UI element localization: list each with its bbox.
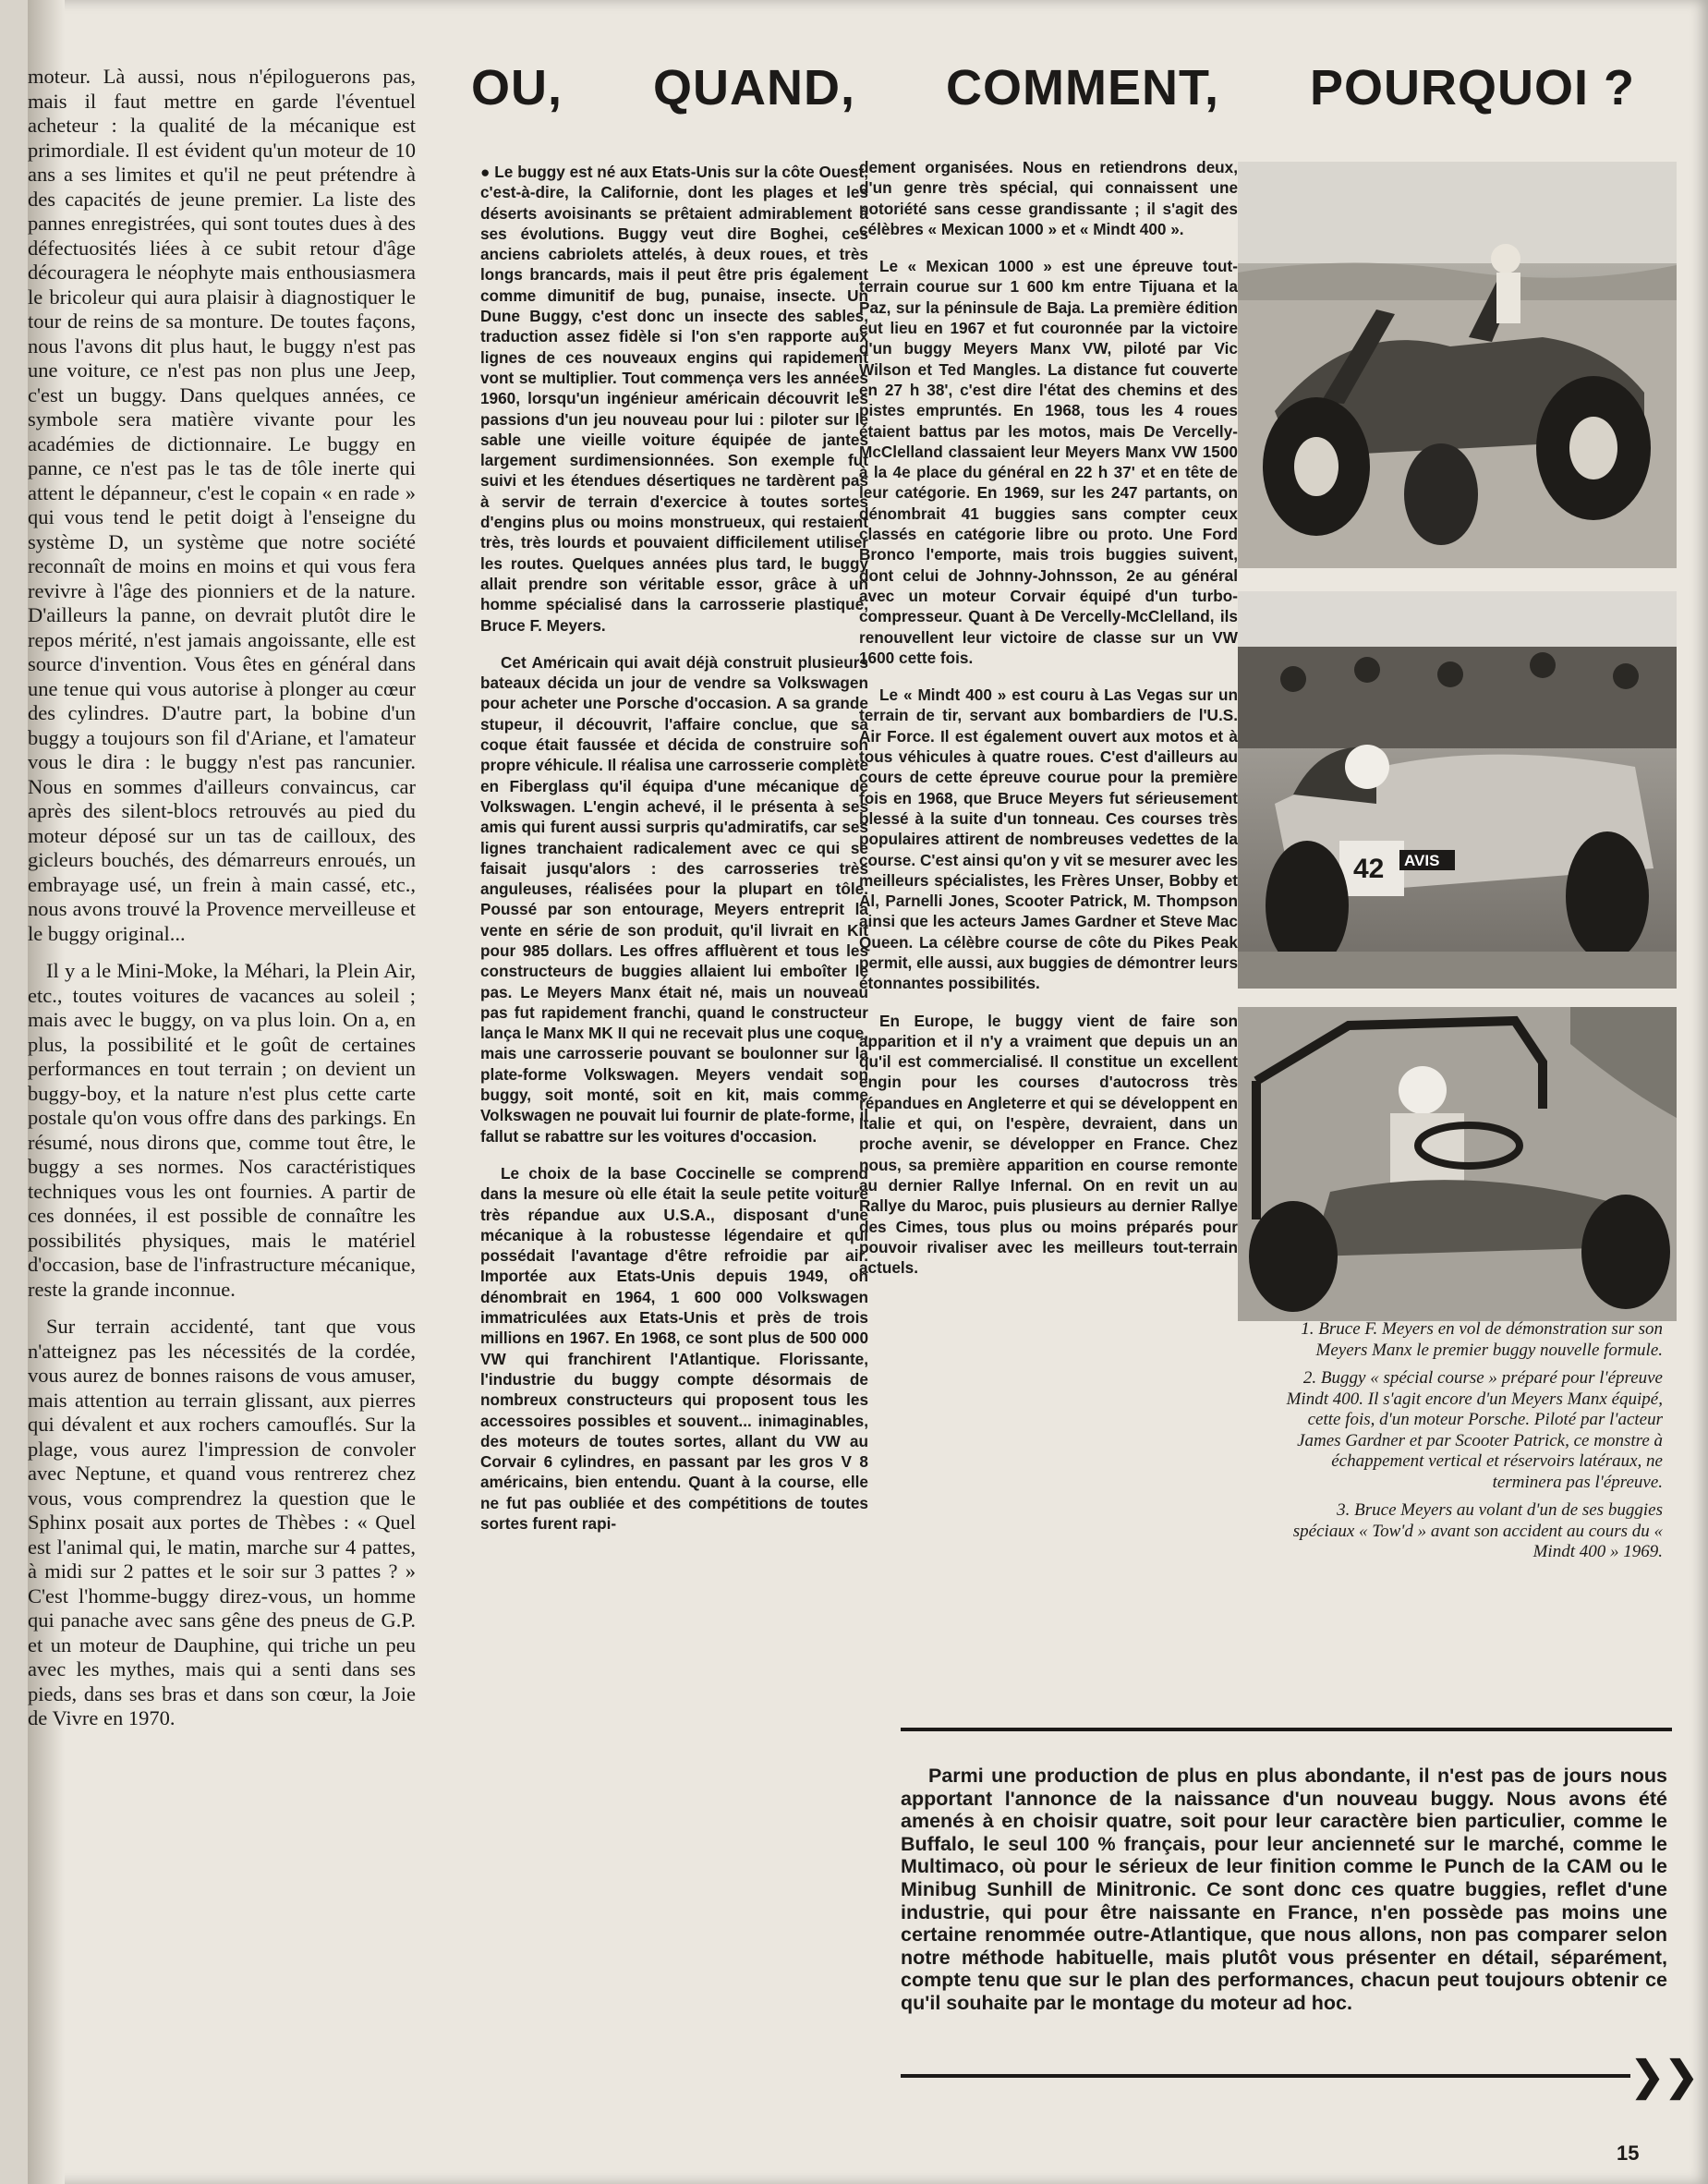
intro-box bbox=[901, 1765, 1667, 2015]
continue-arrow-icon: ❯❯ bbox=[1630, 2054, 1699, 2099]
paragraph: dement organisées. Nous en retiendrons deux, d'un genre très spécial, qui connaissent une notoriété sans cesse grandissante ; il s'agit des célèbres « Mexican 1000 » et « Mindt 400 ». bbox=[859, 158, 1238, 238]
paragraph: ● Le buggy est né aux Etats-Unis sur la côte Ouest, c'est-à-dire, la Californie, dont les plages et les déserts avoisinants se prêtaient admirablement à ses évolutions. Buggy veut dire Boghei, ces anciens cabriolets attelés, à deux roues, et très longs brancards, mais il peut être pris également comme dimunitif de bug, punaise, insecte. Un Dune Buggy, c'est donc un insecte des sables, traduction assez fidèle si l'on s'en rapporte aux lignes de ces nouveaux engins qui rapidement vont se multiplier. Tout commença vers les années 1960, lorsqu'un ingénieur américain découvrit les passions d'un jeu nouveau pour lui : piloter sur le sable une vieille voiture équipée de jantes largement surdimensionnées. Son exemple fut suivi et les étendues désertiques ne tardèrent pas à servir de terrain d'exercice à toutes sortes d'engins plus ou moins monstrueux, qui restaient très, très lourds et pouvaient difficilement utiliser les routes. Quelques années plus tard, le buggy allait prendre son véritable essor, grâce à un homme spécialisé dans la carrosserie plastique, Bruce F. Meyers. bbox=[480, 163, 868, 635]
photo-buggy-jump bbox=[1238, 162, 1677, 568]
sponsor-sign: AVIS bbox=[1404, 852, 1440, 869]
headline bbox=[471, 55, 1635, 120]
paragraph: Cet Américain qui avait déjà construit plusieurs bateaux décida un jour de vendre sa Volkswagen pour acheter une Porsche d'occasion. A sa grande stupeur, il découvrit, l'affaire conclue, que sa coque était faussée et décida de construire son propre véhicule. Il réalisa une carrosserie complète en Fiberglass qu'il équipa d'une mécanique de Volkswagen. L'engin achevé, il le présenta à ses amis qui furent aussi surpris qu'admiratifs, car ses lignes tranchaient radicalement avec ce qui se faisait jusqu'alors : des carrosseries très anguleuses, réalisées pour la plupart en tôle. Poussé par son entourage, Meyers entreprit la vente en série de son produit, qu'il livrait en Kit pour 985 dollars. Les offres affluèrent et tous les constructeurs de buggies allaient lui emboîter le pas. Le Meyers Manx était né, mais un nouveau pas fut rapidement franchi, quand le constructeur lança le Manx MK II qui ne recevait plus une coque, mais une carrosserie pouvant se boulonner sur la plate-forme Volkswagen. Meyers vendait son buggy, soit monté, soit en kit, mais comme Volkswagen ne pouvait lui fournir de plate-forme, il fallut se rabattre sur les voitures d'occasion. bbox=[480, 652, 868, 1146]
caption: 2. Buggy « spécial course » préparé pour l'épreuve Mindt 400. Il s'agit encore d'un Meyers Manx équipé, cette fois, d'un moteur Porsche. Piloté par l'acteur James Gardner et par Scooter Patrick, ce monstre à échappement vertical et réservoirs latéraux, ne terminera pas l'épreuve. bbox=[1286, 1368, 1663, 1492]
photo-race-buggy bbox=[1238, 591, 1677, 989]
column-right bbox=[859, 157, 1238, 1700]
column-middle bbox=[480, 162, 868, 2074]
caption: 1. Bruce F. Meyers en vol de démonstration sur son Meyers Manx le premier buggy nouvelle formule. bbox=[1301, 1319, 1663, 1360]
paragraph: Le « Mexican 1000 » est une épreuve tout-terrain courue sur 1 600 km entre Tijuana et la Paz, sur la péninsule de Baja. La première édition eut lieu en 1967 et fut couronnée par la victoire d'un buggy Meyers Manx VW, piloté par Vic Wilson et Ted Mangles. La distance fut couverte en 27 h 38', c'est dire l'état des chemins et des pistes empruntés. En 1968, tous les 4 roues étaient battus par les motos, mais De Vercelly-McClelland classaient leur Meyers Manx VW 1500 à la 4e place du général en 22 h 37' et en tête de leur catégorie. En 1969, sur les 247 partants, on dénombrait 41 buggies sans compter ceux classés en catégorie libre ou proto. Une Ford Bronco l'emporte, mais trois buggies suivent, dont celui de Johnny-Johnsson, 2e au général avec un moteur Corvair équipé d'un turbo-compresseur. Quant à De Vercelly-McClelland, ils renouvellent leur victoire de classe sur un VW 1600 cette fois. bbox=[859, 257, 1238, 667]
paragraph: En Europe, le buggy vient de faire son apparition et il n'y a vraiment que depuis un an qu'il est commercialisé. Il constitue un excellent engin pour les courses d'autocross très répandues en Angleterre et qui se développent en Italie et qui, on l'espère, devraient, dans un proche avenir, se développer en France. Chez nous, sa première apparition en course remonte au dernier Rallye Infernal. On en revit un au Rallye du Maroc, puis plusieurs au dernier Rallye des Cimes, tous plus ou moins préparés pour pouvoir rivaliser avec les meilleurs tout-terrain actuels. bbox=[859, 1011, 1238, 1278]
headline-word: QUAND, bbox=[653, 60, 855, 115]
paragraph: Sur terrain accidenté, tant que vous n'atteignez pas les nécessités de la cordée, vous aurez de bonnes raisons de vous amuser, mais attention au terrain glissant, aux pierres qui dévalent et aux rochers camouflés. Sur la plage, vous aurez l'impression de convoler avec Neptune, et quand vous rentrerez chez vous, vous comprendrez la question que le Sphinx posait aux portes de Thèbes : « Quel est l'animal qui, le matin, marche sur 4 pattes, à midi sur 2 pattes et le soir sur 3 pattes ? » C'est l'homme-buggy direz-vous, un homme qui panache avec sans gêne des pneus de G.P. et un moteur de Dauphine, qui triche un peu avec les mythes, mais qui a senti dans ses pieds, dans ses bras et dans son cœur, la Joie de Vivre en 1970. bbox=[28, 1315, 416, 1729]
page-number: 15 bbox=[1617, 2142, 1640, 2165]
intro-top-rule bbox=[901, 1728, 1672, 1731]
headline-word: POURQUOI ? bbox=[1309, 60, 1635, 115]
photo-captions bbox=[1284, 1319, 1663, 1571]
paragraph: moteur. Là aussi, nous n'épiloguerons pas, mais il faut mettre en garde l'éventuel acheteur : la qualité de la mécanique est primordiale. Il est évident qu'un moteur de 10 ans a ses limites et qu'il ne peut prétendre à des capacités de jeune premier. La liste des pannes enregistrées, qui sont toutes dues à des défectuosités liées à ce subit retour d'âge découragera le néophyte mais enthousiasmera le bricoleur qui aura plaisir à diagnostiquer le tour de reins de sa monture. De toutes façons, nous l'avons dit plus haut, le buggy n'est pas une voiture, ce n'est pas non plus une Jeep, c'est un buggy. Dans quelques années, ce symbole sera matière vivante pour les académies de dictionnaire. Le buggy en panne, ce n'est pas le tas de tôle inerte qui attent le dépanneur, c'est le copain « en rade » qui vous tend le petit doigt à l'enseigne du système D, un système que notre société reconnaît de moins en moins et qui vous fera revivre à l'âge des pionniers et de la nature. D'ailleurs la panne, on devrait plutôt dire le repos mérité, n'est jamais angoissante, elle est source d'invention. Vous êtes en général dans une tenue qui vous autorise à plonger au cœur des cylindres. D'autre part, la bobine d'un buggy a toujours son fil d'Ariane, et l'amateur vous le dira : le buggy n'est pas rancunier. Nous en sommes d'ailleurs convaincus, car après des silent-blocs retrouvés au pied du moteur déposé sur un tas de cailloux, des gicleurs bouchés, des démarreurs enroués, un embrayage usé, un frein à main cassé, etc., nous avons trouvé la Provence merveilleuse et le buggy original... bbox=[28, 65, 416, 945]
paragraph: Il y a le Mini-Moke, la Méhari, la Plein Air, etc., toutes voitures de vacances au soleil ; mais avec le buggy, on va plus loin. On a, en plus, la possibilité et le goût de certaines performances en tout terrain ; on devient un buggy-boy, et la nature n'est plus cette carte postale qu'on vous offre dans des parkings. En résumé, nous dirons que, comme tout être, le buggy a ses normes. Nos caractéristiques techniques vous les ont fournies. A partir de ces données, il est possible de connaître les possibilités physiques, mais le matériel d'occasion, base de l'infrastructure mécanique, reste la grande inconnue. bbox=[28, 959, 416, 1301]
race-number: 42 bbox=[1353, 854, 1385, 884]
paragraph: Le choix de la base Coccinelle se comprend dans la mesure où elle était la seule petite voiture très répandue aux U.S.A., disposant d'une mécanique à la robustesse légendaire et qui possédait l'avantage d'être refroidie par air. Importée aux Etats-Unis depuis 1949, on dénombrait en 1964, 1 600 000 Volkswagen immatriculées aux Etats-Unis et près de trois millions en 1967. En 1968, ce sont plus de 500 000 VW qui franchirent l'Atlantique. Florissante, l'industrie du buggy compte désormais de nombreux constructeurs qui proposent tous les accessoires possibles et souvent... inimaginables, des moteurs de toutes sortes, allant du VW au Corvair 6 cylindres, en passant par les gros V 8 américains, bien entendu. Quant à la course, elle ne fut pas oubliée et des compétitions de toutes sortes furent rapi- bbox=[480, 1163, 868, 1533]
intro-bottom-rule bbox=[901, 2074, 1630, 2078]
headline-word: COMMENT, bbox=[945, 60, 1219, 115]
photo-driver bbox=[1238, 1007, 1677, 1321]
caption: 3. Bruce Meyers au volant d'un de ses buggies spéciaux « Tow'd » avant son accident au cours du « Mindt 400 » 1969. bbox=[1292, 1500, 1663, 1561]
intro-text: Parmi une production de plus en plus abondante, il n'est pas de jours nous apportant l'annonce de la naissance d'un nouveau buggy. Nous avons été amenés à en choisir quatre, soit pour leur caractère bien particulier, comme le Buffalo, le seul 100 % français, pour leur ancienneté sur le marché, comme le Multimaco, où pour le sérieux de leur finition comme le Punch de la CAM ou le Minibug Sunhill de Minitronic. Ce sont donc ces quatre buggies, reflet d'une industrie, qui pour être naissante en France, n'en possède pas moins une certaine renommée outre-Atlantique, que nous allons, non pas comparer selon notre méthode habituelle, mais plutôt vous présenter en détail, séparément, compte tenu que sur le plan des performances, chacun peut toujours obtenir ce qu'il souhaite par le montage du moteur ad hoc. bbox=[901, 1765, 1667, 2014]
paragraph: Le « Mindt 400 » est couru à Las Vegas sur un terrain de tir, servant aux bombardiers de l'U.S. Air Force. Il est également ouvert aux motos et à tous véhicules à quatre roues. C'est d'ailleurs au cours de cette épreuve courue pour la première fois en 1968, que Bruce Meyers fut sérieusement blessé à la suite d'un tonneau. Ces courses très populaires attirent de nombreuses vedettes de la course. C'est ainsi qu'on y vit se mesurer avec les meilleurs spécialistes, les Frères Unser, Bobby et Al, Parnelli Jones, Scooter Patrick, M. Thompson ainsi que les acteurs James Gardner et Steve Mac Queen. La célèbre course de côte du Pikes Peak permit, elle aussi, aux buggies de démontrer leurs étonnantes possibilités. bbox=[859, 686, 1238, 993]
column-left bbox=[28, 65, 416, 2097]
headline-word: OU, bbox=[471, 60, 563, 115]
